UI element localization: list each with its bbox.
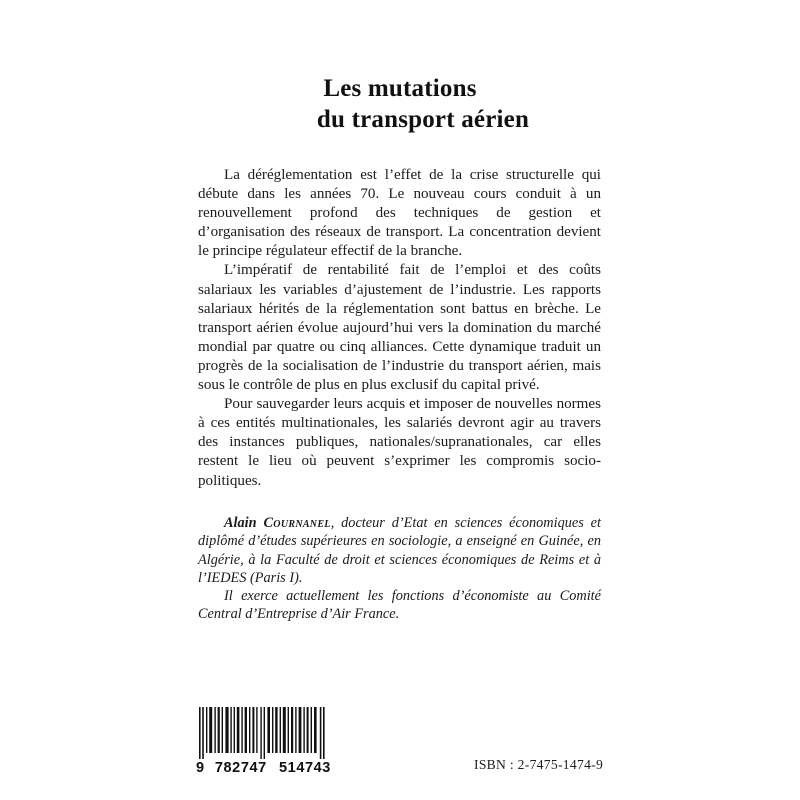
barcode-lead-digit: 9: [196, 760, 205, 776]
barcode-digits: [196, 760, 332, 776]
book-title: [198, 74, 602, 135]
blurb-paragraph: L’impératif de rentabilité fait de l’emploi et des coûts salariaux les variables d’ajustement de l’industrie. Les rapports salariaux hérités de la réglementation sont battus en brèche. Le transport aérien évolue aujourd’hui vers la domination du marché mondial par quatre ou cinq alliances. Cette dynamique traduit un progrès de la socialisation de l’industrie du transport aérien, mais sous le contrôle de plus en plus exclusif du capital privé.: [198, 262, 601, 394]
barcode-right-group: 514743: [278, 760, 331, 776]
author-bio-paragraph: Il exerce actuellement les fonctions d’économiste au Comité Central d’Entreprise d’Air France.: [198, 588, 601, 623]
book-title-line-2: du transport aérien: [316, 105, 530, 133]
blurb-paragraph: La déréglementation est l’effet de la crise structurelle qui débute dans les années 70. Le nouveau cours conduit à un renouvellement profond des techniques de gestion et d’organisation des réseaux de transport. La concentration devient le principe régulateur effectif de la branche.: [198, 167, 601, 260]
blurb-paragraph: Pour sauvegarder leurs acquis et imposer de nouvelles normes à ces entités multinationales, les salariés devront agir au travers des instances publiques, nationales/supranationales, car elles restent le lieu où peuvent s’exprimer les compromis socio-politiques.: [198, 396, 601, 489]
isbn-text: ISBN : 2-7475-1474-9: [474, 757, 604, 772]
barcode-left-group: 782747: [214, 760, 267, 776]
author-surname: Cournanel: [263, 515, 331, 531]
barcode: [196, 707, 332, 776]
author-bio-block: [198, 514, 601, 624]
book-title-line-1: Les mutations: [323, 75, 477, 102]
author-first-name: Alain: [224, 515, 257, 531]
author-bio-line-rest: , docteur d’Etat en sciences économiques et diplômé d’études supérieures en sociologie, a enseigné en Guinée, en Algérie, à la Faculté de droit et sciences économiques de Reims et à l’IEDES (Paris I).: [198, 515, 601, 586]
author-bio-paragraph: [198, 514, 601, 587]
blurb-text-block: [198, 166, 601, 491]
barcode-bars-icon: [196, 707, 332, 759]
